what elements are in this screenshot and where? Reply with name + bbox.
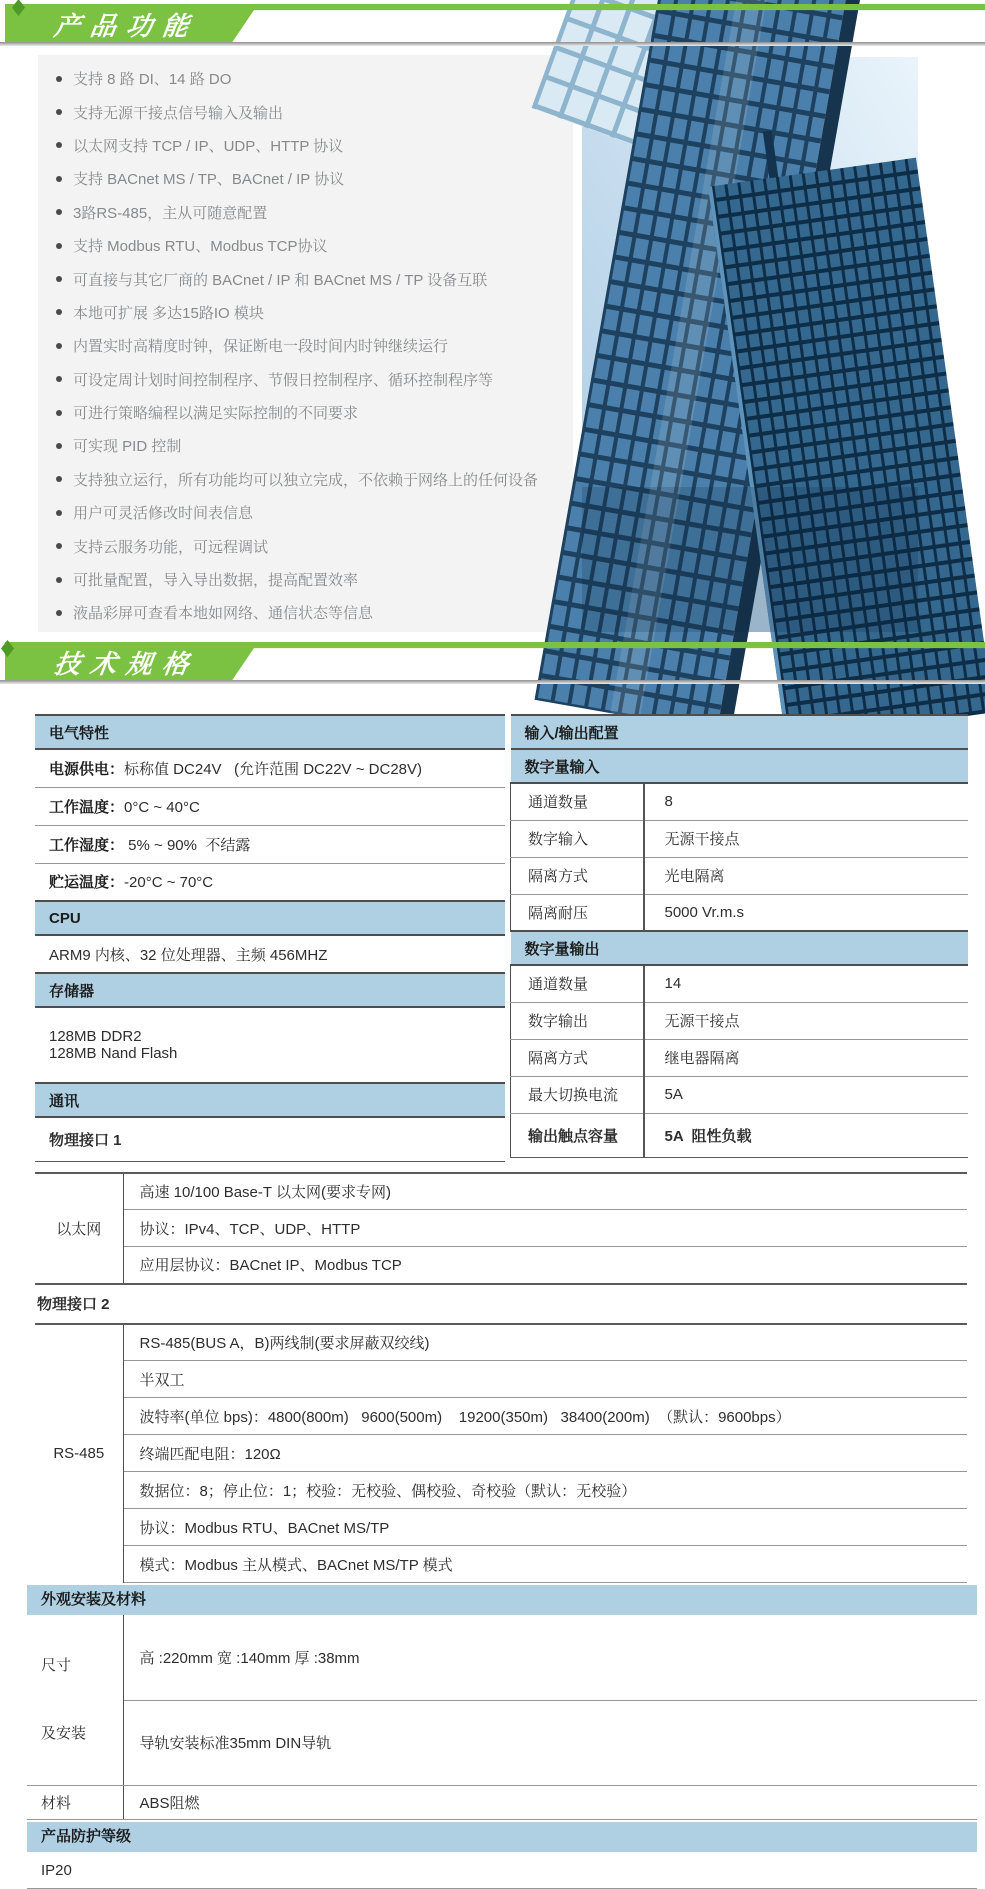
table-row xyxy=(511,1076,968,1113)
feature-item xyxy=(38,529,573,562)
features-section xyxy=(38,55,985,632)
bullet-icon xyxy=(56,309,62,315)
bullet-icon xyxy=(56,276,62,282)
spec-value: 高 :220mm 宽 :140mm 厚 :38mm xyxy=(123,1615,977,1700)
size-label-line: 尺寸 xyxy=(41,1657,72,1674)
feature-text: 支持独立运行，所有功能均可以独立完成，不依赖于网络上的任何设备 xyxy=(73,471,539,489)
size-label-line: 及安装 xyxy=(41,1725,87,1742)
spec-value: 应用层协议：BACnet IP、Modbus TCP xyxy=(123,1247,967,1284)
table-section-header xyxy=(35,1284,967,1324)
spec-value: 标称值 DC24V (允许范围 DC22V ~ DC28V) xyxy=(124,760,423,778)
table-section-header xyxy=(511,749,968,783)
skyscraper-illustration xyxy=(582,57,918,632)
spec-value: 波特率(单位 bps)：4800(800m) 9600(500m) 19200(350m) 38400(200m) （默认：9600bps） xyxy=(123,1398,967,1435)
table-row xyxy=(35,1546,967,1583)
table-row xyxy=(35,1210,967,1247)
table-section-header xyxy=(35,1083,505,1117)
feature-text: 支持 Modbus RTU、Modbus TCP协议 xyxy=(73,238,328,256)
spec-value: RS-485(BUS A，B)两线制(要求屏蔽双绞线) xyxy=(123,1324,967,1361)
table-section-header xyxy=(35,715,505,749)
spec-value: ABS阻燃 xyxy=(123,1786,977,1820)
spec-label: 数字输入 xyxy=(511,820,644,857)
header-cell: 数字量输入 xyxy=(511,749,968,783)
spec-label: 输出触点容量 xyxy=(511,1113,644,1157)
feature-text: 液晶彩屏可查看本地如网络、通信状态等信息 xyxy=(73,605,374,623)
spec-kv-cell xyxy=(35,749,505,787)
feature-list xyxy=(38,55,573,632)
feature-text: 支持 8 路 DI、14 路 DO xyxy=(73,71,232,89)
bullet-icon xyxy=(56,476,62,482)
table-row xyxy=(35,1509,967,1546)
bullet-icon xyxy=(56,343,62,349)
spec-value: 5A xyxy=(644,1076,968,1113)
bullet-icon xyxy=(56,610,62,616)
feature-text: 支持无源干接点信号输入及输出 xyxy=(73,104,284,122)
table-row xyxy=(27,1615,977,1700)
table-row xyxy=(35,787,505,825)
spec-value: 终端匹配电阻：120Ω xyxy=(123,1435,967,1472)
memory-line: 128MB Nand Flash xyxy=(49,1045,178,1062)
features-section-title: 产品功能 xyxy=(52,11,201,41)
feature-item xyxy=(38,463,573,496)
table-row xyxy=(27,1700,977,1785)
feature-item xyxy=(38,596,573,629)
appearance-table xyxy=(27,1615,977,1820)
spec-kv-cell xyxy=(35,787,505,825)
spec-label: 电源供电： xyxy=(49,760,125,778)
banner-shadow xyxy=(0,680,985,684)
feature-text: 可进行策略编程以满足实际控制的不同要求 xyxy=(73,405,359,423)
table-row xyxy=(35,1398,967,1435)
feature-text: 支持云服务功能，可远程调试 xyxy=(73,538,269,556)
group-label: RS-485 xyxy=(35,1324,123,1583)
feature-item xyxy=(38,129,573,162)
spec-value: 0°C ~ 40°C xyxy=(124,798,200,816)
spec-label: 隔离方式 xyxy=(511,1039,644,1076)
feature-text: 内置实时高精度时钟，保证断电一段时间内时钟继续运行 xyxy=(73,338,449,356)
specs-section-banner xyxy=(0,638,985,684)
feature-item xyxy=(38,196,573,229)
feature-text: 可实现 PID 控制 xyxy=(73,438,182,456)
table-row xyxy=(35,863,505,901)
bullet-icon xyxy=(56,577,62,583)
header-cell: 通讯 xyxy=(35,1083,505,1117)
bullet-icon xyxy=(56,543,62,549)
spec-value: 8 xyxy=(644,783,968,820)
spec-label: 最大切换电流 xyxy=(511,1076,644,1113)
spec-tables-top xyxy=(35,714,985,1162)
bullet-icon xyxy=(56,176,62,182)
table-row xyxy=(35,1472,967,1509)
feature-item xyxy=(38,563,573,596)
spec-value: 5A 阻性负载 xyxy=(644,1113,968,1157)
skyscraper-photo xyxy=(582,57,918,632)
spec-label: 贮运温度： xyxy=(49,874,125,892)
bullet-icon xyxy=(56,109,62,115)
bullet-icon xyxy=(56,209,62,215)
table-row xyxy=(35,1117,505,1161)
table-section-header xyxy=(35,973,505,1007)
comm-spec-table xyxy=(35,1172,967,1584)
feature-item xyxy=(38,496,573,529)
header-cell: 数字量输出 xyxy=(511,931,968,965)
spec-label: 数字输出 xyxy=(511,1002,644,1039)
table-row xyxy=(511,783,968,820)
feature-item xyxy=(38,396,573,429)
spec-label: 隔离耐压 xyxy=(511,894,644,931)
spec-label: 工作温度： xyxy=(49,798,125,816)
feature-text: 3路RS-485，主从可随意配置 xyxy=(73,204,268,222)
table-row xyxy=(27,1786,977,1820)
table-row xyxy=(35,1247,967,1284)
table-section-header xyxy=(511,715,968,749)
group-label xyxy=(27,1615,123,1786)
spec-value: 继电器隔离 xyxy=(644,1039,968,1076)
spec-value: 5000 Vr.m.s xyxy=(644,894,968,931)
table-row xyxy=(511,894,968,931)
banner-shadow xyxy=(0,42,985,46)
spec-value: 5% ~ 90% 不结露 xyxy=(124,836,251,854)
spec-label: 通道数量 xyxy=(511,783,644,820)
table-row xyxy=(35,1173,967,1210)
spec-label: 隔离方式 xyxy=(511,857,644,894)
header-cell: 物理接口 2 xyxy=(35,1284,967,1324)
spec-value: 14 xyxy=(644,965,968,1002)
electrical-spec-table xyxy=(35,714,505,1162)
group-label: 以太网 xyxy=(35,1173,123,1284)
feature-item xyxy=(38,262,573,295)
spec-value: 导轨安装标准35mm DIN导轨 xyxy=(123,1700,977,1785)
feature-item xyxy=(38,95,573,128)
header-cell: CPU xyxy=(35,901,505,935)
spec-value-cell xyxy=(35,1007,505,1083)
feature-item xyxy=(38,162,573,195)
bullet-icon xyxy=(56,410,62,416)
appearance-section-header: 外观安装及材料 xyxy=(27,1585,977,1615)
table-section-header xyxy=(511,931,968,965)
spec-value: 高速 10/100 Base-T 以太网(要求专网) xyxy=(123,1173,967,1210)
spec-kv-cell xyxy=(35,863,505,901)
table-row xyxy=(35,1435,967,1472)
table-row xyxy=(511,1039,968,1076)
spec-value: 协议：Modbus RTU、BACnet MS/TP xyxy=(123,1509,967,1546)
header-cell: 输入/输出配置 xyxy=(511,715,968,749)
feature-item xyxy=(38,363,573,396)
table-row xyxy=(511,857,968,894)
table-section-header xyxy=(35,901,505,935)
bullet-icon xyxy=(56,443,62,449)
feature-text: 用户可灵活修改时间表信息 xyxy=(73,505,254,523)
spec-label: 材料 xyxy=(27,1786,123,1820)
spec-value: 协议：IPv4、TCP、UDP、HTTP xyxy=(123,1210,967,1247)
feature-item xyxy=(38,62,573,95)
feature-text: 本地可扩展 多达15路IO 模块 xyxy=(73,304,264,322)
spec-value: 模式：Modbus 主从模式、BACnet MS/TP 模式 xyxy=(123,1546,967,1583)
table-row xyxy=(511,1113,968,1157)
feature-item xyxy=(38,296,573,329)
feature-text: 可直接与其它厂商的 BACnet / IP 和 BACnet MS / TP 设备互联 xyxy=(73,271,488,289)
feature-item xyxy=(38,329,573,362)
bullet-icon xyxy=(56,376,62,382)
spec-value: 数据位：8；停止位：1；校验：无校验、偶校验、奇校验（默认：无校验） xyxy=(123,1472,967,1509)
table-row xyxy=(35,825,505,863)
bullet-icon xyxy=(56,510,62,516)
spec-value: 半双工 xyxy=(123,1361,967,1398)
table-row xyxy=(35,935,505,973)
table-row xyxy=(511,965,968,1002)
header-cell: 存储器 xyxy=(35,973,505,1007)
spec-value: 光电隔离 xyxy=(644,857,968,894)
feature-text: 可设定周计划时间控制程序、节假日控制程序、循环控制程序等 xyxy=(73,371,494,389)
spec-label: 工作湿度： xyxy=(49,836,125,854)
feature-item xyxy=(38,429,573,462)
bullet-icon xyxy=(56,243,62,249)
feature-item xyxy=(38,229,573,262)
protection-section-header: 产品防护等级 xyxy=(27,1822,977,1852)
io-spec-table xyxy=(510,714,968,1158)
table-row xyxy=(35,1007,505,1083)
memory-line: 128MB DDR2 xyxy=(49,1028,142,1045)
spec-value: 无源干接点 xyxy=(644,820,968,857)
spec-kv-cell xyxy=(35,825,505,863)
spec-value: -20°C ~ 70°C xyxy=(124,874,214,892)
spec-value-cell: ARM9 内核、32 位处理器、主频 456MHZ xyxy=(35,935,505,973)
bullet-icon xyxy=(56,142,62,148)
table-row xyxy=(511,820,968,857)
feature-text: 以太网支持 TCP / IP、UDP、HTTP 协议 xyxy=(73,137,344,155)
spec-value-cell: 物理接口 1 xyxy=(35,1117,505,1161)
table-row xyxy=(511,1002,968,1039)
spec-value: 无源干接点 xyxy=(644,1002,968,1039)
bullet-icon xyxy=(56,76,62,82)
feature-text: 支持 BACnet MS / TP、BACnet / IP 协议 xyxy=(73,171,345,189)
table-row xyxy=(35,1324,967,1361)
header-cell: 电气特性 xyxy=(35,715,505,749)
spec-label: 通道数量 xyxy=(511,965,644,1002)
table-row xyxy=(35,749,505,787)
features-section-banner xyxy=(0,0,985,46)
table-row xyxy=(35,1361,967,1398)
protection-rating-value: IP20 xyxy=(27,1852,977,1889)
feature-text: 可批量配置，导入导出数据，提高配置效率 xyxy=(73,572,359,590)
specs-section-title: 技术规格 xyxy=(52,649,201,679)
